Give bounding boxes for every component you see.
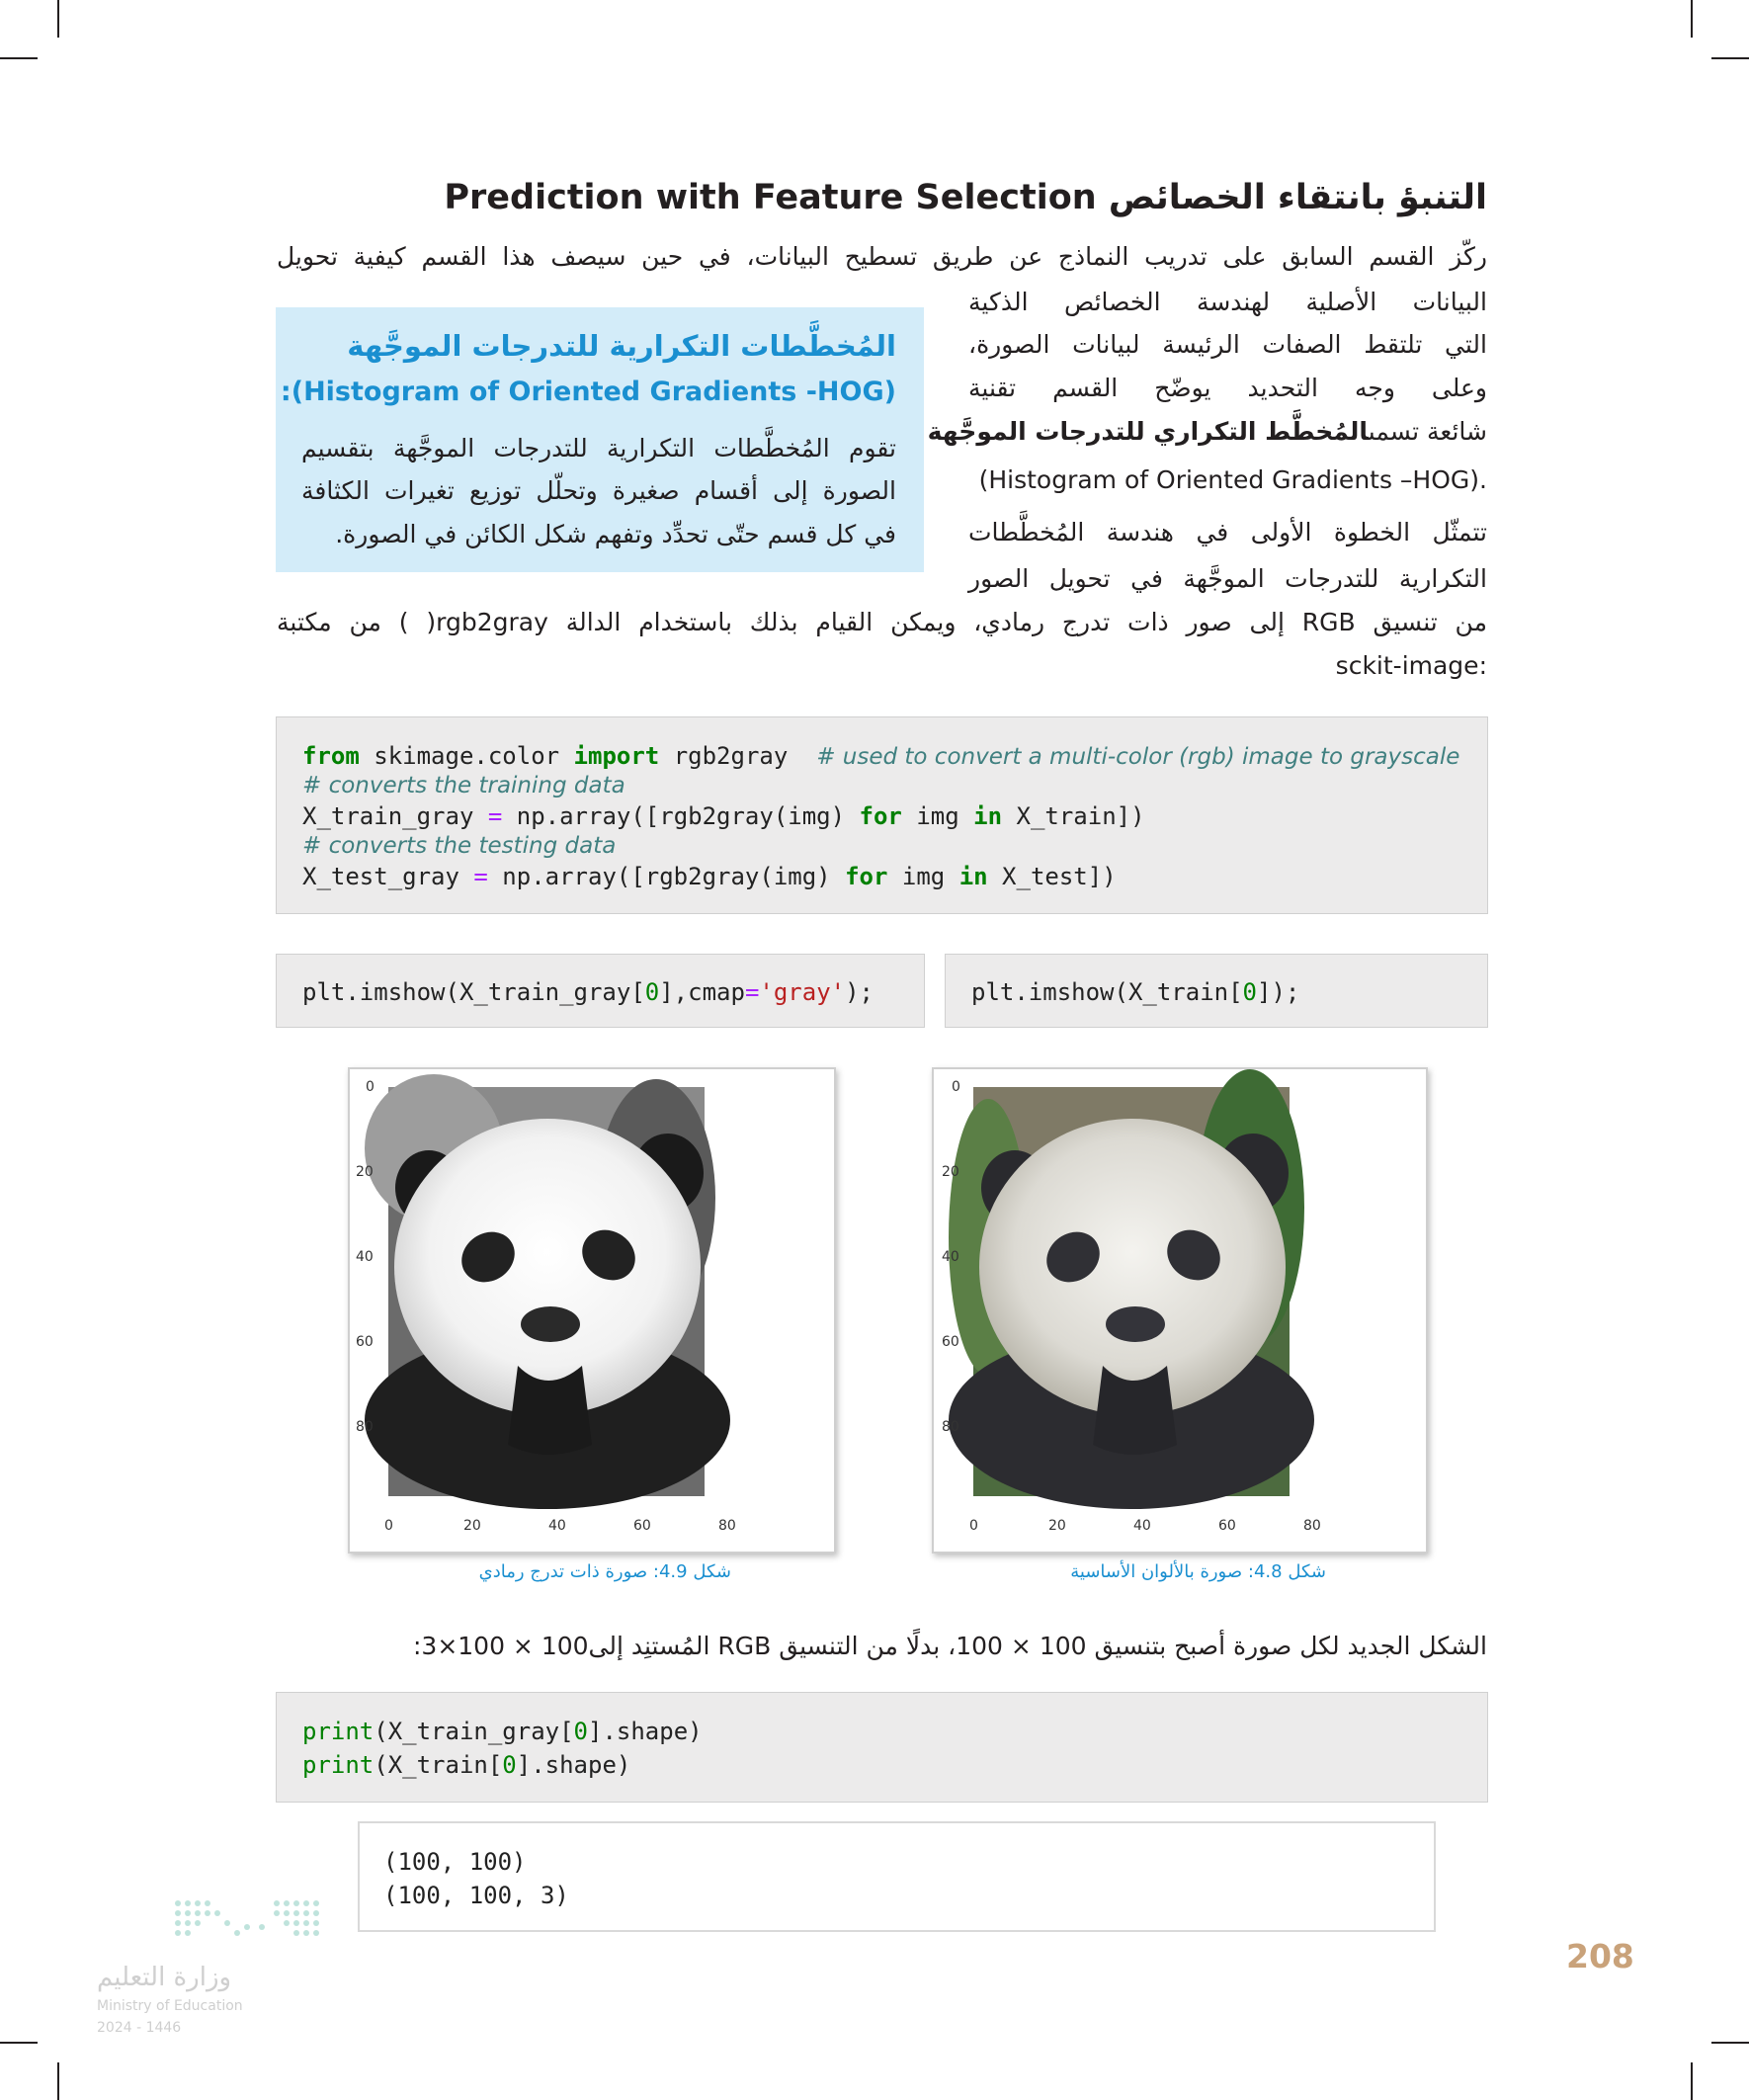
x-tick: 80: [718, 1518, 736, 1534]
code-line: X_test_gray = np.array([rgb2gray(img) for img in X_test]): [302, 863, 1117, 890]
box-text-line: في كل قسم حتّى تحدِّد وتفهم شكل الكائن في الصورة.: [335, 520, 896, 548]
crop-mark: [1711, 57, 1749, 59]
crop-mark: [57, 2062, 59, 2100]
figure-caption-color: شكل 4.8: صورة بالألوان الأساسية: [1070, 1561, 1326, 1582]
x-tick: 60: [1218, 1518, 1236, 1534]
code-line: plt.imshow(X_train[0]);: [971, 978, 1300, 1006]
box-title: المُخطَّطات التكرارية للتدرجات الموجَّهة: [347, 329, 896, 363]
crop-mark: [1711, 2042, 1749, 2044]
x-tick: 20: [463, 1518, 481, 1534]
paragraph-line: :sckit-image: [1335, 651, 1487, 680]
output-line: (100, 100, 3): [383, 1882, 569, 1909]
y-tick: 40: [356, 1249, 374, 1265]
code-comment: # converts the testing data: [302, 833, 617, 859]
x-tick: 60: [633, 1518, 651, 1534]
code-output: [358, 1821, 1436, 1932]
grayscale-plot: [348, 1067, 836, 1554]
y-tick: 80: [356, 1419, 374, 1435]
y-tick: 0: [366, 1079, 375, 1095]
y-tick: 0: [952, 1079, 960, 1095]
code-comment: # converts the training data: [302, 773, 625, 798]
code-cell-imshow-color[interactable]: [945, 954, 1488, 1028]
ministry-logo-icon: [168, 1895, 326, 1945]
ministry-name-arabic: وزارة التعليم: [97, 1963, 232, 1992]
crop-mark: [0, 2042, 38, 2044]
paragraph-line: التي تلتقط الصفات الرئيسة لبيانات الصورة،: [968, 330, 1487, 359]
color-plot: [932, 1067, 1428, 1554]
paragraph-line: تتمثّل الخطوة الأولى في هندسة المُخطَّطات: [968, 518, 1487, 546]
y-tick: 20: [356, 1164, 374, 1180]
x-tick: 40: [548, 1518, 566, 1534]
y-tick: 60: [942, 1334, 959, 1350]
code-line: from skimage.color import rgb2gray # used to convert a multi-color (rgb) image to grayscale: [302, 742, 1460, 770]
paragraph-line: وعلى وجه التحديد يوضّح القسم تقنية: [968, 374, 1487, 402]
section-heading: التنبؤ بانتقاء الخصائص Prediction with Feature Selection: [444, 178, 1487, 217]
hog-definition-box: [276, 307, 924, 572]
crop-mark: [1691, 0, 1693, 38]
figure-caption-gray: شكل 4.9: صورة ذات تدرج رمادي: [478, 1561, 731, 1582]
x-tick: 40: [1133, 1518, 1151, 1534]
y-tick: 20: [942, 1164, 959, 1180]
code-cell-grayscale-conversion[interactable]: [276, 716, 1488, 914]
ministry-name-english: Ministry of Education: [97, 1998, 243, 2014]
paragraph-line: من تنسيق RGB إلى صور ذات تدرج رمادي، ويمكن القيام بذلك باستخدام الدالة rgb2gray( ) من مكتبة: [277, 608, 1487, 636]
page-number: 208: [1566, 1937, 1634, 1975]
hog-term: المُخطَّط التكراري للتدرجات الموجَّهة: [927, 417, 1369, 446]
ministry-year: 2024 - 1446: [97, 2020, 182, 2036]
crop-mark: [0, 57, 38, 59]
x-tick: 0: [384, 1518, 393, 1534]
code-line: plt.imshow(X_train_gray[0],cmap='gray');: [302, 978, 874, 1006]
paragraph-line: .(Histogram of Oriented Gradients –HOG): [978, 465, 1487, 494]
y-tick: 60: [356, 1334, 374, 1350]
shape-sentence: الشكل الجديد لكل صورة أصبح بتنسيق 100 × 100، بدلًا من التنسيق RGB المُستنِد إلى100 × 100×3:: [412, 1632, 1487, 1660]
x-tick: 80: [1303, 1518, 1321, 1534]
code-line: print(X_train_gray[0].shape): [302, 1718, 703, 1745]
output-line: (100, 100): [383, 1848, 527, 1876]
paragraph-line: البيانات الأصلية لهندسة الخصائص الذكية: [968, 288, 1487, 316]
paragraph-line: التكرارية للتدرجات الموجَّهة في تحويل الصور: [968, 564, 1487, 593]
box-text-line: تقوم المُخطَّطات التكرارية للتدرجات الموجَّهة بتقسيم: [301, 434, 896, 462]
x-tick: 20: [1048, 1518, 1066, 1534]
crop-mark: [1691, 2062, 1693, 2100]
y-tick: 40: [942, 1249, 959, 1265]
x-tick: 0: [969, 1518, 978, 1534]
paragraph-line: ركّز القسم السابق على تدريب النماذج عن طريق تسطيح البيانات، في حين سيصف هذا القسم كيفية تحويل: [277, 242, 1487, 271]
box-subtitle: (Histogram of Oriented Gradients -HOG):: [280, 377, 896, 407]
y-tick: 80: [942, 1419, 959, 1435]
code-line: X_train_gray = np.array([rgb2gray(img) for img in X_train]): [302, 802, 1145, 830]
code-cell-imshow-gray[interactable]: [276, 954, 925, 1028]
paragraph-line: شائعة تسمىالمُخطَّط التكراري للتدرجات الموجَّهة: [927, 417, 1487, 446]
crop-mark: [57, 0, 59, 38]
code-line: print(X_train[0].shape): [302, 1751, 631, 1779]
code-cell-print-shape[interactable]: [276, 1692, 1488, 1803]
grayscale-panda-image: [350, 1069, 834, 1552]
color-panda-image: [934, 1069, 1426, 1552]
box-text-line: الصورة إلى أقسام صغيرة وتحلّل توزيع تغيرات الكثافة: [301, 476, 896, 505]
